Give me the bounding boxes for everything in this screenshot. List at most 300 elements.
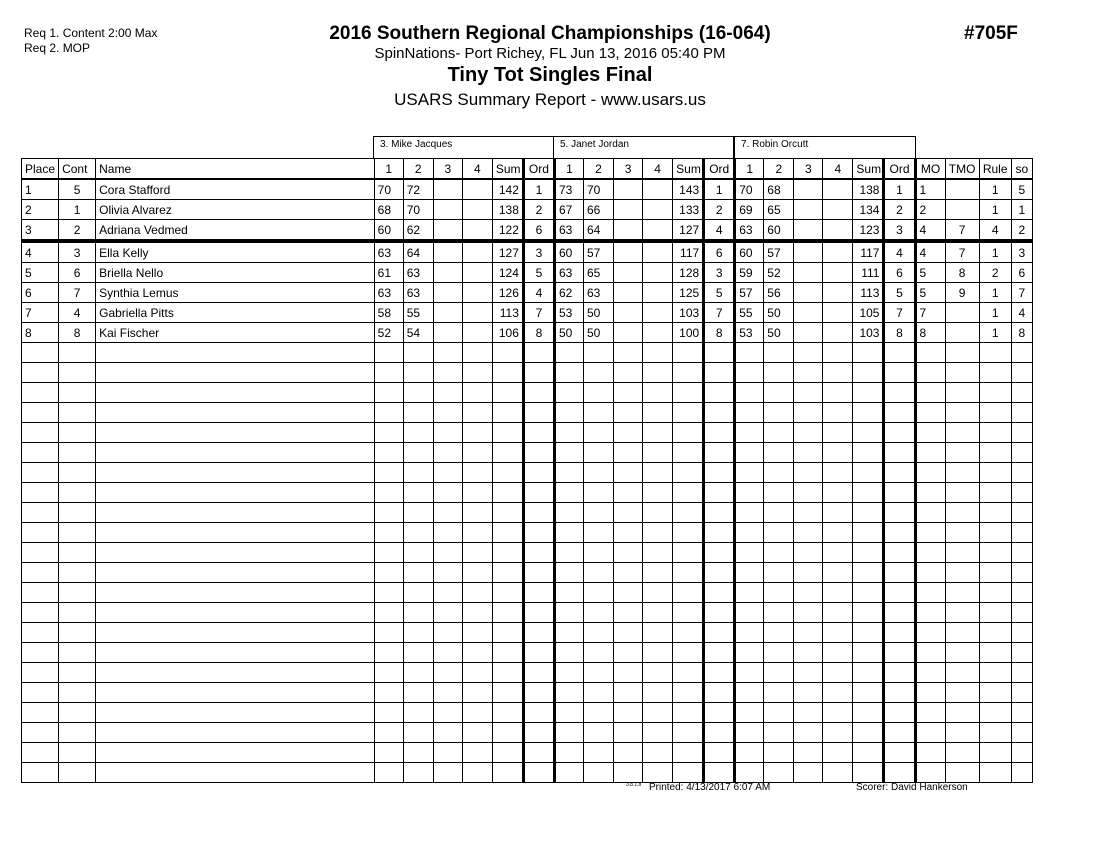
so-cell	[1011, 603, 1032, 623]
score-cell	[643, 283, 673, 303]
tmo-cell	[945, 763, 979, 783]
score-cell: 57	[584, 241, 614, 263]
tmo-cell	[945, 443, 979, 463]
cont-cell	[59, 683, 96, 703]
score-cell	[403, 463, 433, 483]
so-cell	[1011, 763, 1032, 783]
score-cell	[462, 623, 492, 643]
so-cell	[1011, 383, 1032, 403]
score-cell	[433, 423, 462, 443]
sum-cell: 100	[673, 323, 704, 343]
so-cell	[1011, 343, 1032, 363]
rule-cell	[979, 463, 1011, 483]
skater-name: Adriana Vedmed	[96, 220, 375, 242]
tmo-cell	[945, 683, 979, 703]
ordinal-cell	[884, 483, 915, 503]
sum-cell	[673, 743, 704, 763]
score-cell	[554, 423, 583, 443]
empty-row	[22, 643, 1033, 663]
score-cell: 52	[764, 263, 794, 283]
sum-cell: 138	[853, 179, 884, 200]
skater-name	[96, 763, 375, 783]
score-cell	[614, 383, 643, 403]
cont-cell	[59, 563, 96, 583]
mo-cell	[915, 663, 945, 683]
score-cell	[433, 403, 462, 423]
sum-cell	[853, 463, 884, 483]
score-cell	[735, 583, 764, 603]
score-cell	[823, 723, 853, 743]
score-cell	[554, 503, 583, 523]
score-cell	[433, 303, 462, 323]
score-cell: 60	[554, 241, 583, 263]
score-cell	[794, 543, 823, 563]
ordinal-cell	[884, 763, 915, 783]
score-cell	[764, 583, 794, 603]
score-cell	[643, 543, 673, 563]
tmo-cell	[945, 723, 979, 743]
tmo-cell	[945, 403, 979, 423]
score-cell	[403, 583, 433, 603]
judge-3-col-3: 3	[794, 159, 823, 180]
judge-3-col-sum: Sum	[853, 159, 884, 180]
sum-cell	[673, 483, 704, 503]
place-cell	[22, 603, 59, 623]
score-cell	[735, 683, 764, 703]
ordinal-cell: 4	[704, 220, 735, 242]
rule-cell	[979, 503, 1011, 523]
score-cell	[643, 523, 673, 543]
score-cell	[374, 423, 403, 443]
score-cell: 67	[554, 200, 583, 220]
ordinal-cell: 2	[884, 200, 915, 220]
so-cell	[1011, 403, 1032, 423]
score-cell	[764, 423, 794, 443]
score-cell	[643, 563, 673, 583]
ordinal-cell: 6	[523, 220, 554, 242]
score-cell	[584, 583, 614, 603]
score-cell	[374, 403, 403, 423]
sum-cell	[853, 543, 884, 563]
ordinal-cell	[884, 643, 915, 663]
mo-cell: 7	[915, 303, 945, 323]
score-cell	[794, 220, 823, 242]
judge-1-col-3: 3	[433, 159, 462, 180]
score-cell	[823, 241, 853, 263]
score-cell	[584, 643, 614, 663]
ordinal-cell: 3	[704, 263, 735, 283]
score-cell	[794, 683, 823, 703]
score-cell	[794, 179, 823, 200]
score-cell	[403, 763, 433, 783]
score-cell	[554, 703, 583, 723]
cont-cell	[59, 743, 96, 763]
skater-name	[96, 503, 375, 523]
mo-cell: 2	[915, 200, 945, 220]
score-cell	[374, 543, 403, 563]
sum-cell: 128	[673, 263, 704, 283]
empty-row	[22, 663, 1033, 683]
tmo-cell: 7	[945, 241, 979, 263]
sum-cell: 126	[492, 283, 523, 303]
mo-cell: 4	[915, 241, 945, 263]
cont-cell	[59, 603, 96, 623]
ordinal-cell	[523, 403, 554, 423]
score-cell	[823, 663, 853, 683]
ordinal-cell	[704, 683, 735, 703]
mo-cell	[915, 523, 945, 543]
score-cell	[374, 643, 403, 663]
score-cell	[403, 423, 433, 443]
judge-3-col-4: 4	[823, 159, 853, 180]
score-cell	[462, 723, 492, 743]
score-cell	[462, 543, 492, 563]
score-cell: 62	[403, 220, 433, 242]
rule-cell	[979, 583, 1011, 603]
tmo-cell	[945, 543, 979, 563]
skater-name: Briella Nello	[96, 263, 375, 283]
ordinal-cell	[884, 603, 915, 623]
judge-2-col-sum: Sum	[673, 159, 704, 180]
skater-name	[96, 403, 375, 423]
skater-name	[96, 623, 375, 643]
score-cell	[433, 643, 462, 663]
rule-header: Rule	[979, 159, 1011, 180]
rule-cell	[979, 703, 1011, 723]
score-cell	[614, 563, 643, 583]
sum-cell	[492, 423, 523, 443]
sum-cell: 106	[492, 323, 523, 343]
cont-cell	[59, 763, 96, 783]
ordinal-cell	[884, 443, 915, 463]
mo-cell	[915, 443, 945, 463]
score-cell	[823, 403, 853, 423]
judge-1-col-4: 4	[462, 159, 492, 180]
score-cell	[823, 743, 853, 763]
score-cell	[614, 583, 643, 603]
score-cell: 63	[735, 220, 764, 242]
ordinal-cell	[523, 743, 554, 763]
score-cell	[554, 443, 583, 463]
ordinal-cell	[884, 623, 915, 643]
score-cell: 55	[403, 303, 433, 323]
ordinal-cell	[884, 463, 915, 483]
skater-name	[96, 463, 375, 483]
sum-cell: 142	[492, 179, 523, 200]
score-cell	[403, 663, 433, 683]
so-cell: 8	[1011, 323, 1032, 343]
score-cell: 63	[374, 283, 403, 303]
score-cell	[735, 403, 764, 423]
score-cell	[403, 623, 433, 643]
score-cell: 64	[403, 241, 433, 263]
cont-cell	[59, 503, 96, 523]
score-cell	[735, 663, 764, 683]
ordinal-cell	[704, 723, 735, 743]
score-cell	[794, 363, 823, 383]
score-cell	[823, 763, 853, 783]
rule-cell: 1	[979, 283, 1011, 303]
score-cell	[614, 483, 643, 503]
tmo-cell	[945, 643, 979, 663]
score-cell	[643, 383, 673, 403]
score-cell	[643, 443, 673, 463]
score-cell	[643, 683, 673, 703]
judge-header-1: 3. Mike Jacques	[373, 136, 554, 158]
skater-name	[96, 523, 375, 543]
score-cell	[584, 503, 614, 523]
score-cell	[764, 643, 794, 663]
place-cell: 3	[22, 220, 59, 242]
score-cell: 60	[374, 220, 403, 242]
rule-cell	[979, 603, 1011, 623]
table-header-row	[22, 159, 1033, 180]
cont-cell: 1	[59, 200, 96, 220]
score-cell	[823, 179, 853, 200]
so-cell	[1011, 463, 1032, 483]
cont-cell	[59, 403, 96, 423]
empty-row	[22, 683, 1033, 703]
ordinal-cell	[884, 583, 915, 603]
judge-header-2: 5. Janet Jordan	[553, 136, 734, 158]
sum-cell: 127	[673, 220, 704, 242]
score-cell: 68	[374, 200, 403, 220]
score-cell	[584, 623, 614, 643]
sum-cell	[492, 603, 523, 623]
rule-cell	[979, 483, 1011, 503]
ordinal-cell: 4	[884, 241, 915, 263]
score-cell	[403, 563, 433, 583]
score-cell	[374, 343, 403, 363]
mo-cell	[915, 463, 945, 483]
score-cell	[764, 763, 794, 783]
score-cell	[735, 763, 764, 783]
sum-cell	[673, 423, 704, 443]
score-cell	[433, 543, 462, 563]
sum-cell	[492, 503, 523, 523]
score-cell	[403, 443, 433, 463]
score-cell	[643, 263, 673, 283]
ordinal-cell	[523, 723, 554, 743]
ordinal-cell	[523, 423, 554, 443]
rule-cell	[979, 383, 1011, 403]
empty-row	[22, 343, 1033, 363]
score-cell	[794, 323, 823, 343]
ordinal-cell	[523, 523, 554, 543]
place-cell	[22, 743, 59, 763]
sum-cell	[492, 583, 523, 603]
ordinal-cell: 1	[523, 179, 554, 200]
sum-cell	[673, 383, 704, 403]
rule-cell	[979, 623, 1011, 643]
score-cell: 50	[554, 323, 583, 343]
ordinal-cell: 7	[884, 303, 915, 323]
ordinal-cell	[704, 363, 735, 383]
score-cell	[462, 483, 492, 503]
score-cell	[433, 220, 462, 242]
place-cell: 5	[22, 263, 59, 283]
cont-cell	[59, 443, 96, 463]
place-cell	[22, 543, 59, 563]
score-cell	[735, 723, 764, 743]
score-cell	[823, 463, 853, 483]
sum-cell: 134	[853, 200, 884, 220]
score-cell	[462, 323, 492, 343]
sum-cell: 113	[492, 303, 523, 323]
score-cell	[614, 623, 643, 643]
score-cell	[764, 603, 794, 623]
cont-cell	[59, 363, 96, 383]
score-cell	[433, 483, 462, 503]
score-cell: 63	[403, 263, 433, 283]
score-cell	[764, 523, 794, 543]
score-cell: 56	[764, 283, 794, 303]
table-row	[22, 220, 1033, 242]
place-cell	[22, 623, 59, 643]
score-cell	[764, 403, 794, 423]
so-cell	[1011, 723, 1032, 743]
score-cell	[462, 283, 492, 303]
tmo-cell: 7	[945, 220, 979, 242]
sum-cell	[492, 763, 523, 783]
tmo-cell	[945, 603, 979, 623]
rule-cell	[979, 423, 1011, 443]
score-cell	[554, 563, 583, 583]
sum-cell	[492, 543, 523, 563]
place-cell	[22, 763, 59, 783]
score-cell	[764, 563, 794, 583]
mo-cell	[915, 703, 945, 723]
score-cell	[643, 343, 673, 363]
sum-cell	[853, 683, 884, 703]
score-cell	[823, 423, 853, 443]
score-cell	[614, 523, 643, 543]
score-cell	[823, 383, 853, 403]
score-cell	[823, 543, 853, 563]
empty-row	[22, 383, 1033, 403]
ordinal-cell	[704, 743, 735, 763]
score-cell	[614, 503, 643, 523]
score-cell: 52	[374, 323, 403, 343]
score-cell	[614, 363, 643, 383]
score-cell	[794, 423, 823, 443]
score-cell	[643, 179, 673, 200]
ordinal-cell	[523, 703, 554, 723]
skater-name	[96, 423, 375, 443]
sum-cell	[853, 383, 884, 403]
rule-cell: 1	[979, 179, 1011, 200]
score-cell: 60	[735, 241, 764, 263]
score-cell	[794, 403, 823, 423]
so-cell	[1011, 363, 1032, 383]
sum-cell	[853, 763, 884, 783]
score-cell	[614, 763, 643, 783]
score-cell	[823, 220, 853, 242]
sum-cell	[673, 703, 704, 723]
rule-cell: 2	[979, 263, 1011, 283]
empty-row	[22, 543, 1033, 563]
sum-cell	[492, 563, 523, 583]
cont-cell: 5	[59, 179, 96, 200]
ordinal-cell	[523, 763, 554, 783]
place-cell	[22, 363, 59, 383]
ordinal-cell	[884, 423, 915, 443]
score-cell	[614, 283, 643, 303]
score-cell	[554, 363, 583, 383]
score-cell	[643, 403, 673, 423]
score-cell	[584, 443, 614, 463]
score-cell	[735, 703, 764, 723]
ordinal-cell	[704, 343, 735, 363]
score-cell	[614, 423, 643, 443]
cont-cell	[59, 343, 96, 363]
table-row	[22, 283, 1033, 303]
score-cell	[735, 503, 764, 523]
tmo-cell	[945, 383, 979, 403]
score-cell	[584, 663, 614, 683]
mo-cell	[915, 543, 945, 563]
cont-cell	[59, 703, 96, 723]
score-cell	[764, 363, 794, 383]
sum-cell	[673, 683, 704, 703]
sum-cell: 122	[492, 220, 523, 242]
mo-cell: 5	[915, 263, 945, 283]
mo-cell	[915, 623, 945, 643]
score-cell	[823, 503, 853, 523]
cont-cell: 8	[59, 323, 96, 343]
score-cell	[554, 743, 583, 763]
tmo-cell	[945, 503, 979, 523]
sum-cell	[492, 663, 523, 683]
score-cell	[764, 663, 794, 683]
tmo-cell	[945, 463, 979, 483]
score-cell	[554, 583, 583, 603]
empty-row	[22, 563, 1033, 583]
score-cell	[794, 483, 823, 503]
score-cell	[433, 263, 462, 283]
score-cell	[614, 463, 643, 483]
score-cell	[374, 583, 403, 603]
score-cell	[643, 363, 673, 383]
score-cell	[614, 443, 643, 463]
cont-cell	[59, 383, 96, 403]
score-cell	[735, 463, 764, 483]
skater-name: Kai Fischer	[96, 323, 375, 343]
so-cell	[1011, 743, 1032, 763]
tmo-header: TMO	[945, 159, 979, 180]
cont-cell	[59, 523, 96, 543]
score-cell	[643, 763, 673, 783]
ordinal-cell	[884, 503, 915, 523]
sum-cell	[853, 363, 884, 383]
sum-cell	[853, 343, 884, 363]
score-cell	[433, 703, 462, 723]
score-cell	[794, 303, 823, 323]
sum-cell	[673, 463, 704, 483]
score-cell	[403, 603, 433, 623]
score-cell	[462, 423, 492, 443]
sum-cell	[673, 603, 704, 623]
mo-cell	[915, 583, 945, 603]
score-cell	[554, 623, 583, 643]
score-cell	[823, 563, 853, 583]
sum-cell: 103	[853, 323, 884, 343]
score-cell	[403, 643, 433, 663]
sum-cell	[492, 403, 523, 423]
ordinal-cell: 3	[523, 241, 554, 263]
sum-cell: 117	[853, 241, 884, 263]
score-cell	[794, 263, 823, 283]
